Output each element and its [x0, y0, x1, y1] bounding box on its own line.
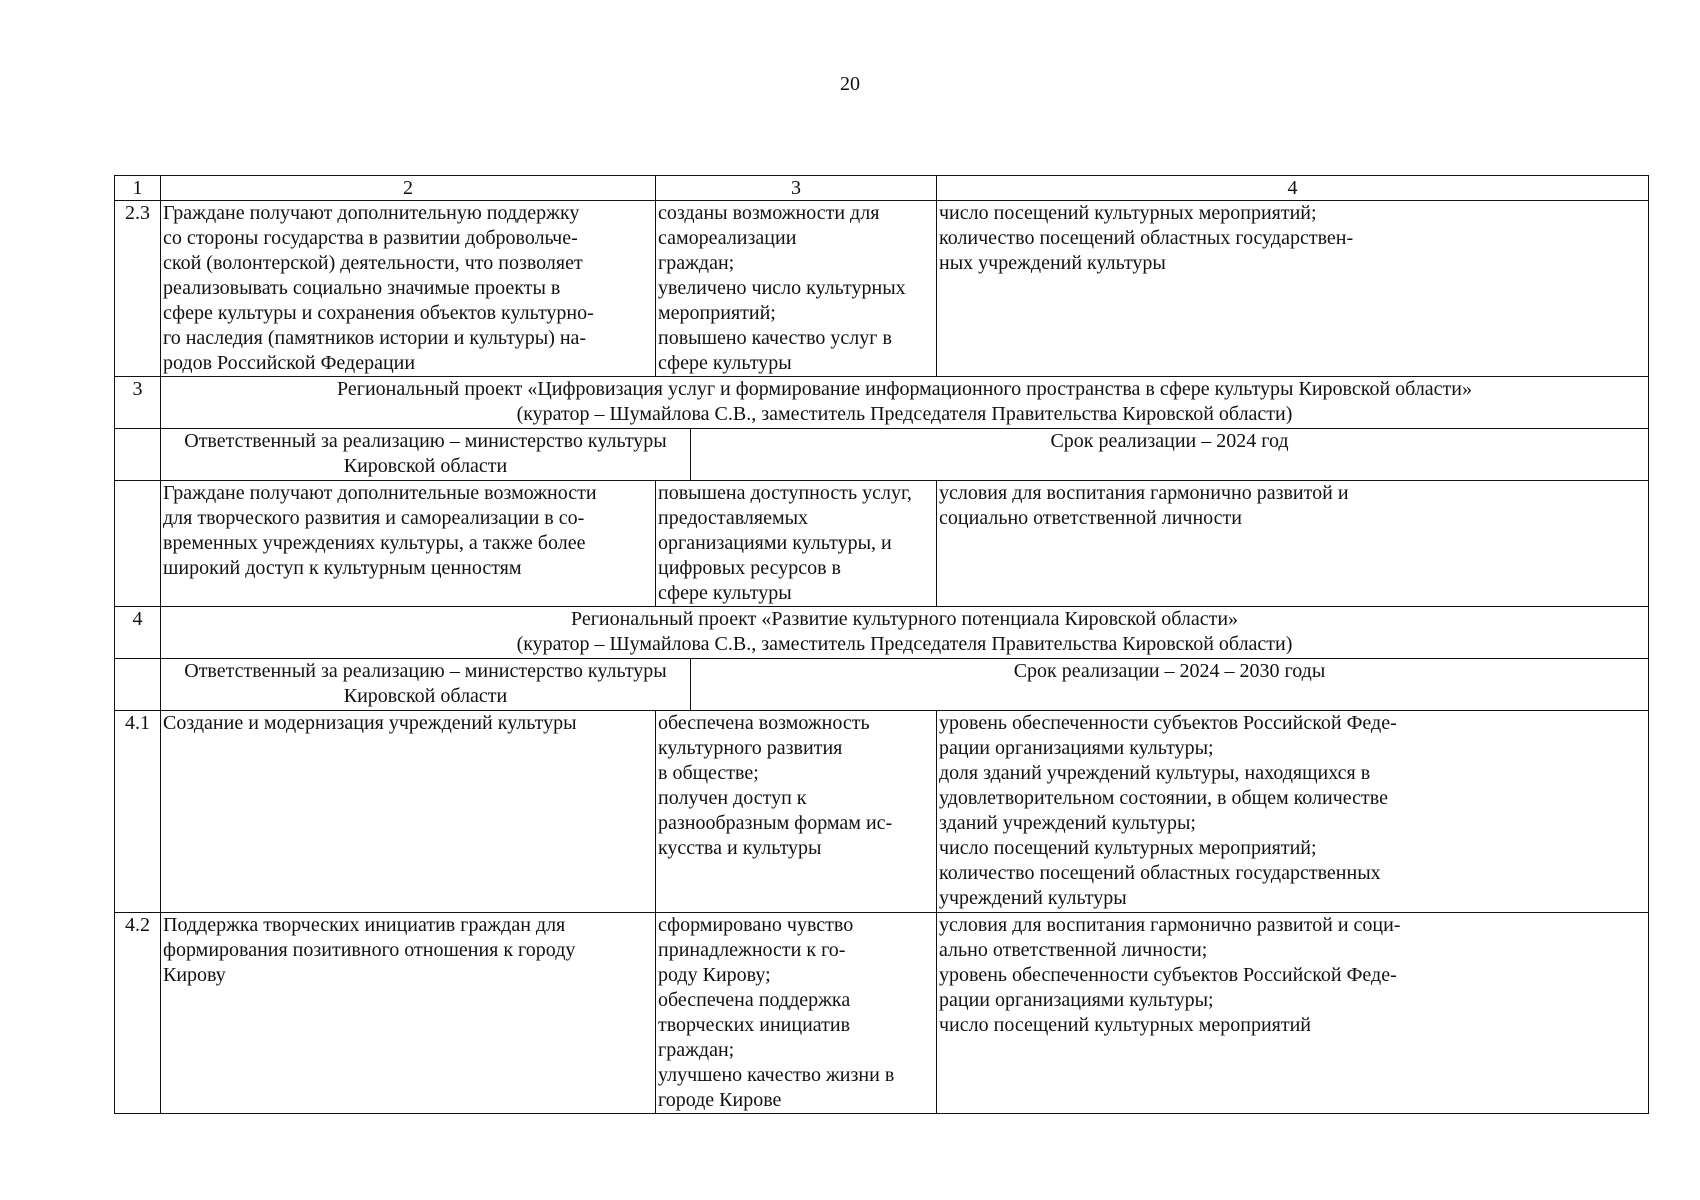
responsible-cell	[161, 429, 691, 481]
text-line: Граждане получают дополнительную поддержку	[163, 202, 580, 224]
text-line: количество посещений областных государственных	[939, 862, 1381, 884]
header-cell-1: 1	[115, 176, 161, 201]
empty-cell	[115, 481, 161, 607]
projects-table	[114, 175, 1649, 1114]
responsible-cell	[161, 659, 691, 711]
text-line: сформировано чувство принадлежности к го-	[658, 914, 854, 961]
text-line: увеличено число культурных мероприятий;	[658, 277, 906, 324]
text-line: широкий доступ к культурным ценностям	[163, 557, 522, 579]
result-cell	[161, 201, 656, 377]
text-line: рации организациями культуры;	[939, 737, 1214, 759]
result-cell	[161, 913, 656, 1114]
text-line: обеспечена поддержка творческих инициатив	[658, 989, 851, 1036]
text-line: граждан;	[658, 1039, 735, 1061]
term-cell: Срок реализации – 2024 год	[691, 429, 1649, 481]
section-3-responsible-row	[115, 429, 1649, 481]
section-title-cell	[161, 607, 1649, 659]
text-line: ально ответственной личности;	[939, 939, 1208, 961]
text-line: роду Кирову;	[658, 964, 771, 986]
text-line: созданы возможности для самореализации	[658, 202, 880, 249]
text-line: обеспечена возможность культурного развития	[658, 712, 870, 759]
page-number: 20	[840, 73, 860, 95]
text-line: рации организациями культуры;	[939, 989, 1214, 1011]
text-line: социально ответственной личности	[939, 507, 1242, 529]
row-number: 2.3	[115, 201, 161, 377]
text-line: условия для воспитания гармонично развитой и соци-	[939, 914, 1401, 936]
indicator-cell	[937, 201, 1649, 377]
text-line: доля зданий учреждений культуры, находящихся в	[939, 762, 1371, 784]
text-line: сфере культуры и сохранения объектов культурно-	[163, 302, 594, 324]
text-line: Ответственный за реализацию – министерство культуры	[184, 430, 667, 452]
table-row-4-1	[115, 711, 1649, 913]
text-line: число посещений культурных мероприятий;	[939, 837, 1317, 859]
text-line: формирования позитивного отношения к городу	[163, 939, 576, 961]
effect-cell	[656, 201, 937, 377]
effect-cell	[656, 913, 937, 1114]
text-line: го наследия (памятников истории и культуры) на-	[163, 327, 587, 349]
text-line: Кировской области	[343, 455, 508, 477]
section-4-responsible-row	[115, 659, 1649, 711]
project-curator: (куратор – Шумайлова С.В., заместитель Председателя Правительства Кировской области)	[516, 633, 1293, 655]
text-line: повышена доступность услуг, предоставляемых	[658, 482, 912, 529]
result-cell	[161, 711, 656, 913]
text-line: зданий учреждений культуры;	[939, 812, 1196, 834]
text-line: Ответственный за реализацию – министерство культуры	[184, 660, 667, 682]
text-line: уровень обеспеченности субъектов Российской Феде-	[939, 712, 1397, 734]
text-line: Граждане получают дополнительные возможности	[163, 482, 597, 504]
empty-cell	[115, 659, 161, 711]
table-header-row	[115, 176, 1649, 201]
header-cell-3: 3	[656, 176, 937, 201]
text-line: Кировской области	[343, 685, 508, 707]
empty-cell	[115, 429, 161, 481]
text-line: Создание и модернизация учреждений культуры	[163, 712, 577, 734]
term-cell: Срок реализации – 2024 – 2030 годы	[691, 659, 1649, 711]
effect-cell	[656, 711, 937, 913]
text-line: со стороны государства в развитии добровольче-	[163, 227, 578, 249]
table-row-2-3	[115, 201, 1649, 377]
text-line: получен доступ к разнообразным формам ис-	[658, 787, 893, 834]
table-row-4-2	[115, 913, 1649, 1114]
text-line: условия для воспитания гармонично развитой и	[939, 482, 1349, 504]
row-number: 4.1	[115, 711, 161, 913]
project-curator: (куратор – Шумайлова С.В., заместитель Председателя Правительства Кировской области)	[516, 403, 1293, 425]
header-cell-2: 2	[161, 176, 656, 201]
section-3-content-row	[115, 481, 1649, 607]
section-4-title-row	[115, 607, 1649, 659]
result-cell	[161, 481, 656, 607]
text-line: уровень обеспеченности субъектов Российской Феде-	[939, 964, 1397, 986]
text-line: улучшено качество жизни в городе Кирове	[658, 1064, 895, 1111]
text-line: кусства и культуры	[658, 837, 822, 859]
text-line: Поддержка творческих инициатив граждан для	[163, 914, 566, 936]
project-title: Региональный проект «Развитие культурного потенциала Кировской области»	[570, 608, 1239, 630]
text-line: организациями культуры, и цифровых ресурсов в	[658, 532, 892, 579]
text-line: в обществе;	[658, 762, 759, 784]
text-line: число посещений культурных мероприятий	[939, 1014, 1312, 1036]
section-title-cell	[161, 377, 1649, 429]
text-line: ской (волонтерской) деятельности, что позволяет	[163, 252, 583, 274]
text-line: сфере культуры	[658, 582, 792, 604]
effect-cell	[656, 481, 937, 607]
indicator-cell	[937, 481, 1649, 607]
text-line: число посещений культурных мероприятий;	[939, 202, 1317, 224]
row-number: 4	[115, 607, 161, 659]
text-line: для творческого развития и самореализации в со-	[163, 507, 585, 529]
text-line: временных учреждениях культуры, а также более	[163, 532, 586, 554]
row-number: 4.2	[115, 913, 161, 1114]
text-line: повышено качество услуг в сфере культуры	[658, 327, 892, 374]
project-title: Региональный проект «Цифровизация услуг и формирование информационного пространства в сфере культуры Кировской области»	[337, 378, 1472, 400]
text-line: граждан;	[658, 252, 735, 274]
text-line: реализовывать социально значимые проекты в	[163, 277, 561, 299]
section-3-title-row	[115, 377, 1649, 429]
text-line: учреждений культуры	[939, 887, 1127, 909]
text-line: количество посещений областных государствен-	[939, 227, 1354, 249]
header-cell-4: 4	[937, 176, 1649, 201]
row-number: 3	[115, 377, 161, 429]
text-line: родов Российской Федерации	[163, 352, 416, 374]
text-line: ных учреждений культуры	[939, 252, 1166, 274]
indicator-cell	[937, 711, 1649, 913]
indicator-cell	[937, 913, 1649, 1114]
text-line: Кирову	[163, 964, 226, 986]
text-line: удовлетворительном состоянии, в общем количестве	[939, 787, 1388, 809]
